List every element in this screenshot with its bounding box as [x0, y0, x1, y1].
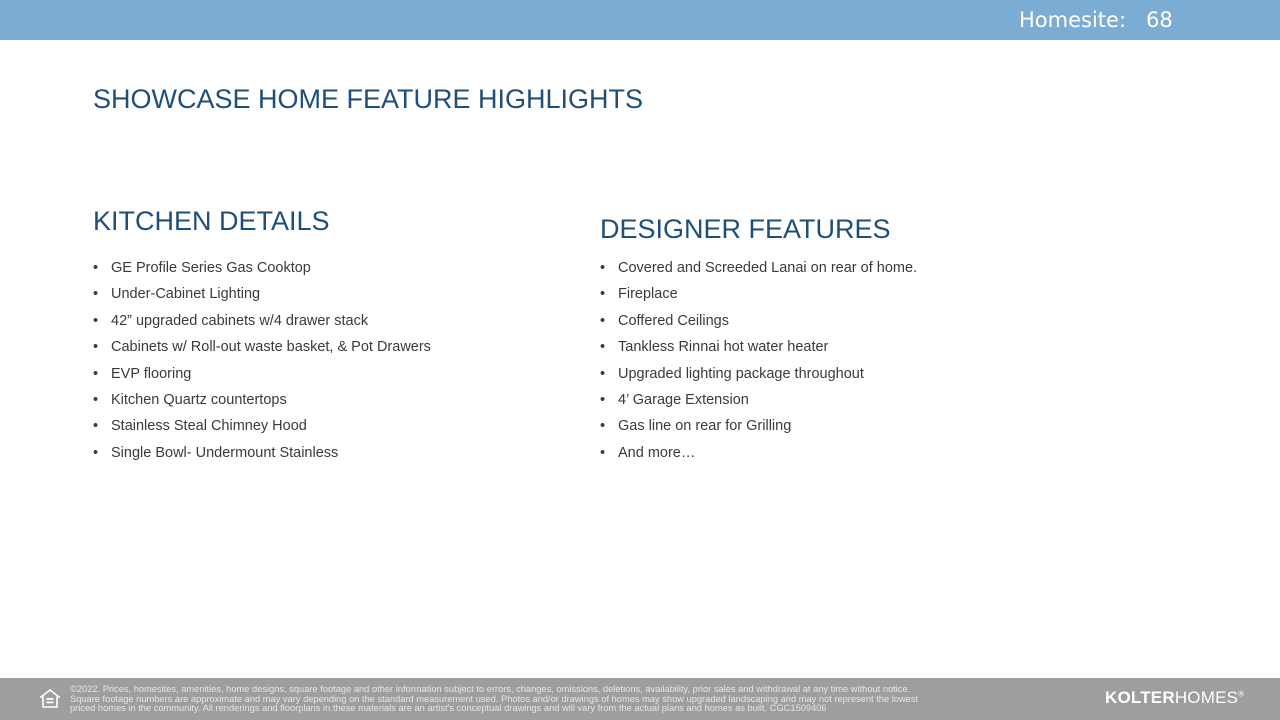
list-item: • And more…	[600, 444, 1080, 470]
homesite-label	[1019, 8, 1173, 32]
brand-mark: ®	[1238, 689, 1245, 699]
list-item: • 42” upgraded cabinets w/4 drawer stack	[93, 312, 573, 338]
list-item: • Coffered Ceilings	[600, 312, 1080, 338]
list-item: • Cabinets w/ Roll-out waste basket, & Pot Drawers	[93, 338, 573, 364]
list-item: • GE Profile Series Gas Cooktop	[93, 259, 573, 285]
list-item: • EVP flooring	[93, 365, 573, 391]
homesite-label-text: Homesite:	[1019, 8, 1127, 32]
kitchen-details-heading: KITCHEN DETAILS	[93, 206, 330, 236]
disclaimer-line: ©2022. Prices, homesites, amenities, home designs, square footage and other information subject to errors, changes, omissions, deletions, availability, prior sales and withdrawal at any time without notice.	[70, 685, 911, 694]
designer-features-section	[600, 213, 1080, 470]
designer-features-heading: DESIGNER FEATURES	[600, 214, 891, 244]
page-title: SHOWCASE HOME FEATURE HIGHLIGHTS	[93, 84, 644, 114]
kitchen-details-list	[93, 259, 573, 470]
brand-light: HOMES	[1174, 688, 1239, 707]
list-item: • Covered and Screeded Lanai on rear of home.	[600, 259, 1080, 285]
kolter-homes-logo	[1105, 688, 1244, 708]
disclaimer-line: Square footage numbers are approximate and may vary depending on the standard measurement used. Photos and/or drawings of homes may show upgraded landscaping and may not represent the lowest	[70, 694, 919, 704]
homesite-number: 68	[1146, 8, 1173, 32]
list-item: • Gas line on rear for Grilling	[600, 417, 1080, 443]
designer-features-list	[600, 259, 1080, 470]
list-item: • Kitchen Quartz countertops	[93, 391, 573, 417]
list-item: • Under-Cabinet Lighting	[93, 285, 573, 311]
equal-housing-icon	[40, 689, 60, 709]
list-item: • Stainless Steal Chimney Hood	[93, 417, 573, 443]
disclaimer-line: priced homes in the community. All renderings and floorplans in these materials are an artist's conceptual drawings and will vary from the actual plans and homes as built. CGC1509406	[70, 704, 827, 714]
brand-bold: KOLTER	[1105, 688, 1175, 707]
footer-disclaimer	[70, 685, 1100, 714]
list-item: • Fireplace	[600, 285, 1080, 311]
list-item: • Single Bowl- Undermount Stainless	[93, 444, 573, 470]
list-item: • 4’ Garage Extension	[600, 391, 1080, 417]
list-item: • Tankless Rinnai hot water heater	[600, 338, 1080, 364]
kitchen-details-section	[93, 205, 573, 470]
list-item: • Upgraded lighting package throughout	[600, 365, 1080, 391]
